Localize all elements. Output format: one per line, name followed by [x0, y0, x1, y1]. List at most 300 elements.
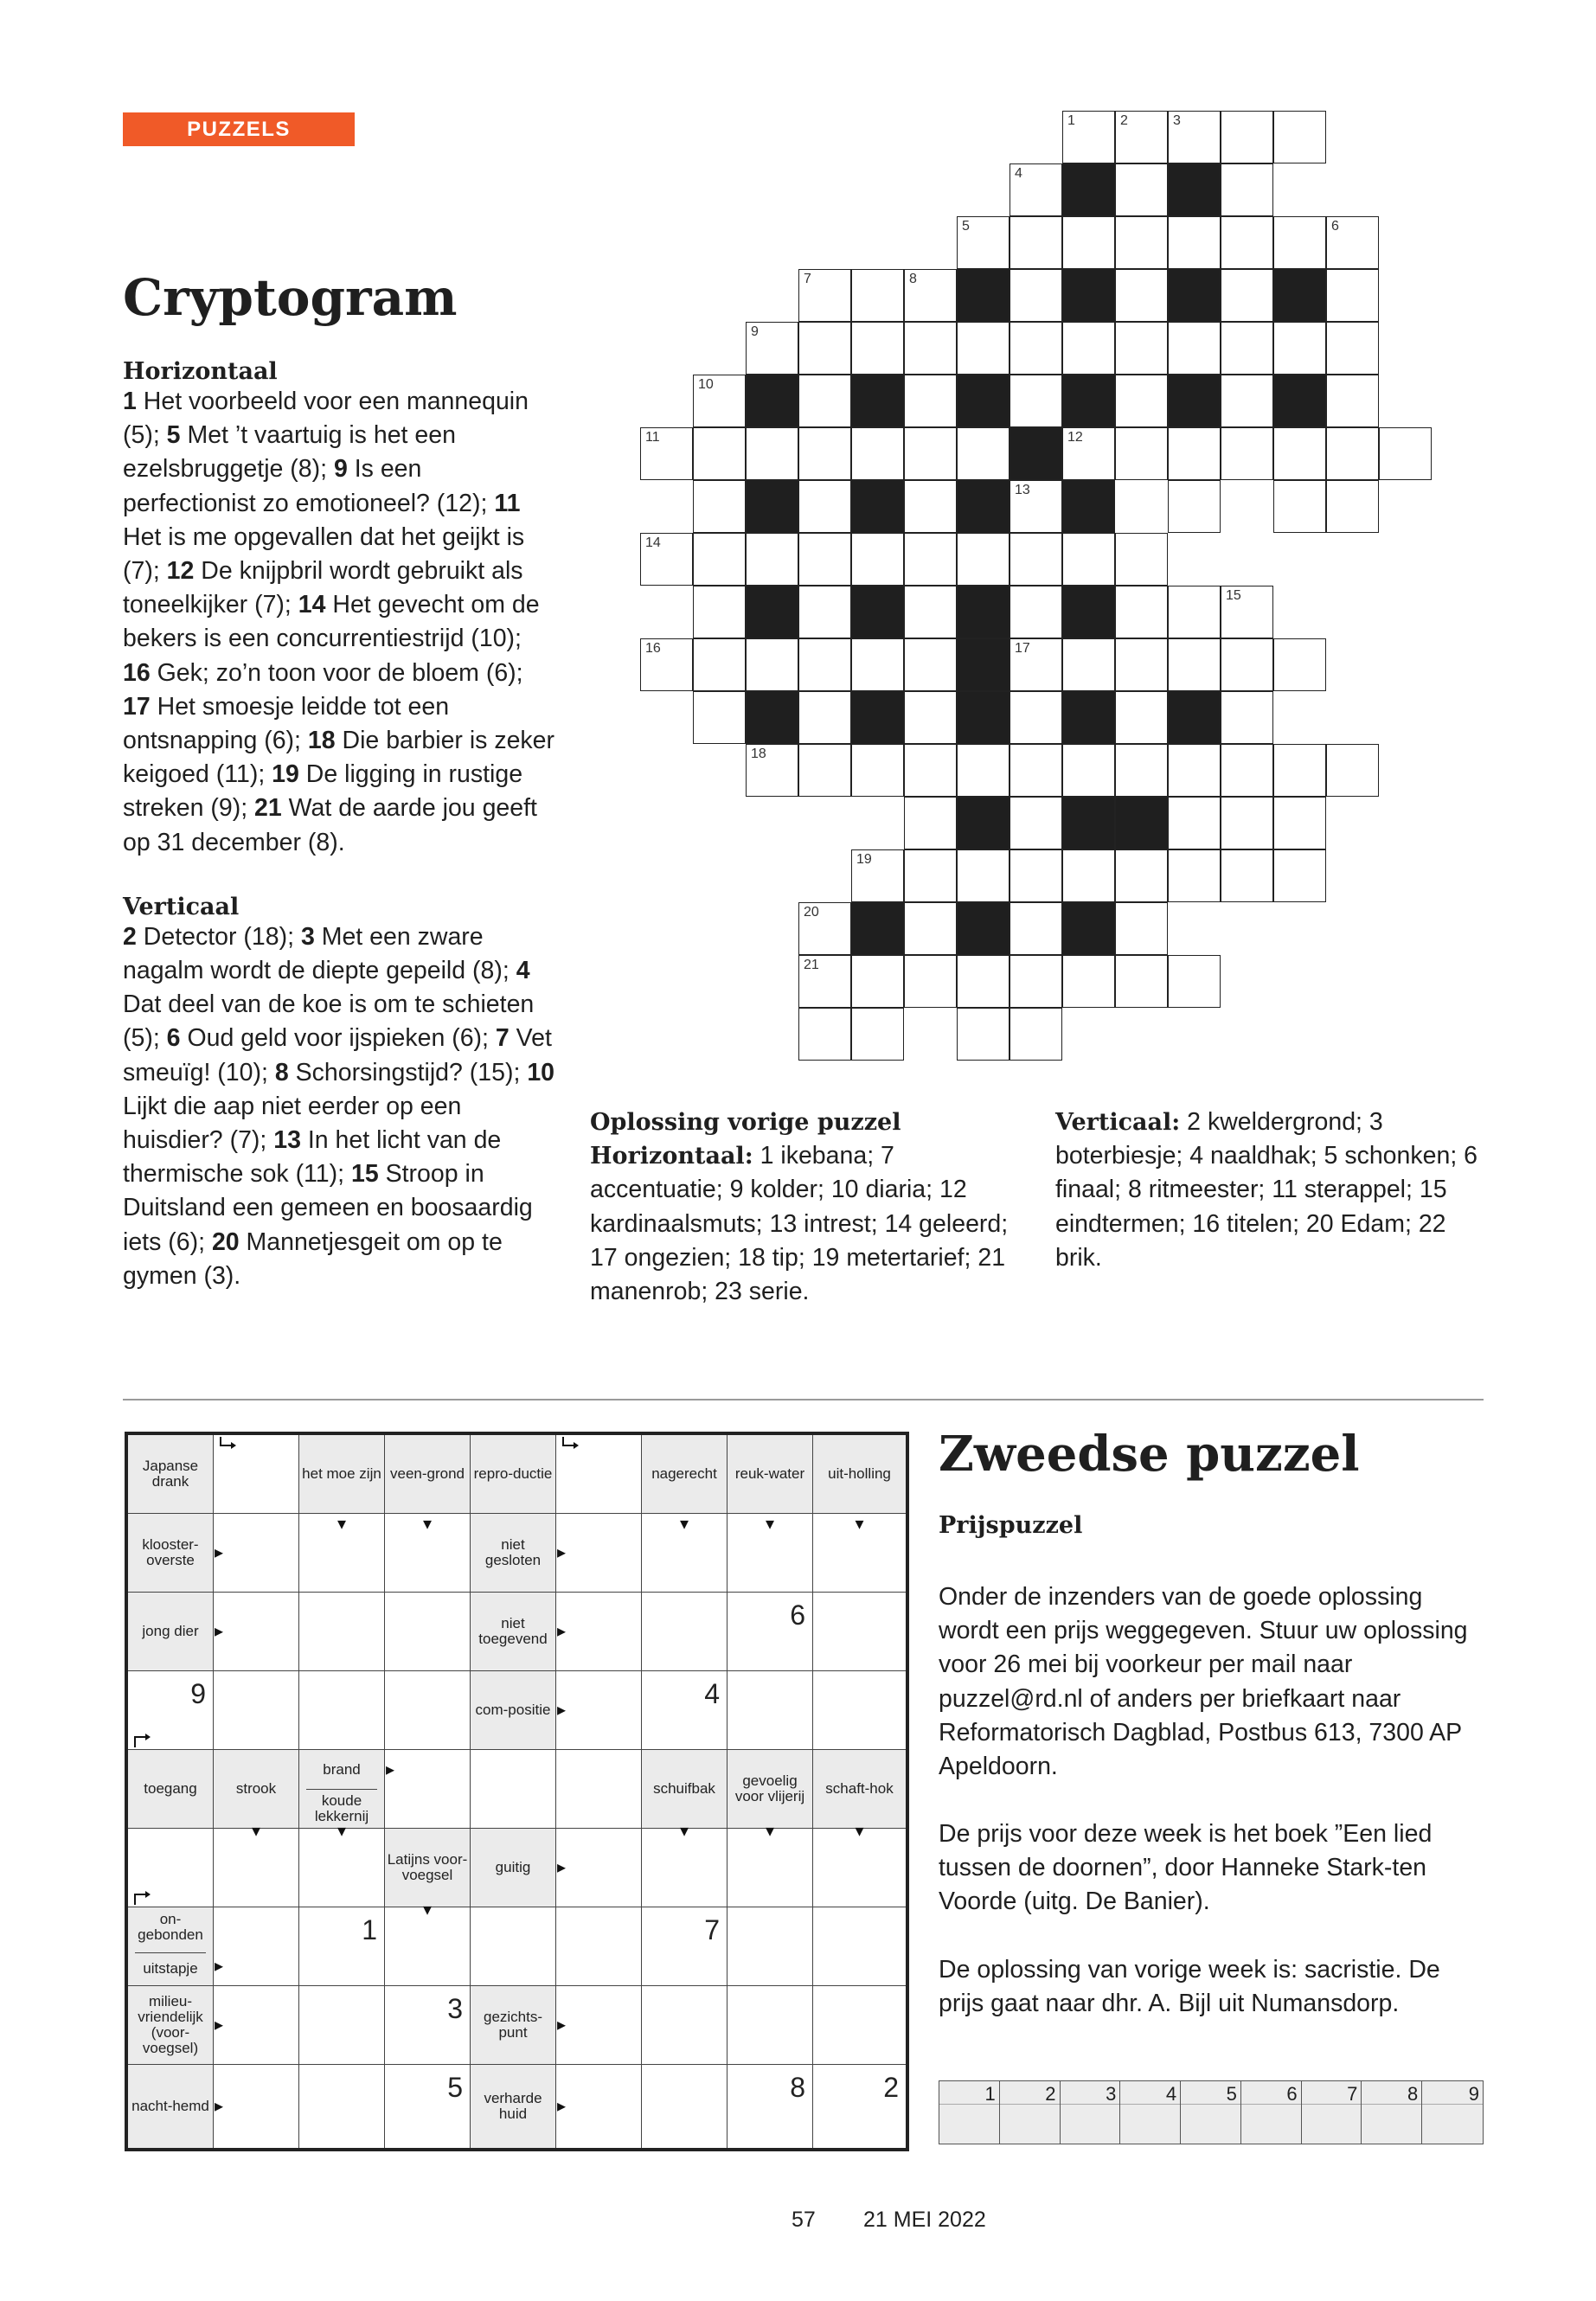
answer-cell[interactable]: [214, 1593, 299, 1671]
cryptogram-cell[interactable]: [1221, 691, 1273, 744]
answer-cell[interactable]: [385, 1514, 471, 1593]
cryptogram-cell[interactable]: [904, 691, 957, 744]
cryptogram-black-cell: [957, 586, 1010, 638]
cryptogram-cell-number: 9: [751, 324, 759, 339]
cryptogram-cell[interactable]: [904, 586, 957, 638]
arrow-down-icon: ▾: [855, 1822, 864, 1841]
cryptogram-black-cell: [1115, 797, 1168, 849]
answer-cell[interactable]: [556, 1514, 642, 1593]
solution-cell[interactable]: [1120, 2081, 1181, 2144]
cryptogram-black-cell: [957, 902, 1010, 955]
answer-cell[interactable]: [299, 1986, 385, 2065]
cryptogram-cell[interactable]: [1221, 849, 1273, 902]
cryptogram-cell[interactable]: [1115, 269, 1168, 322]
answer-cell[interactable]: [471, 1907, 556, 1986]
cryptogram-cell[interactable]: [798, 427, 851, 480]
arrow-down-icon: ▾: [422, 1515, 433, 1534]
cryptogram-black-cell: [851, 375, 904, 427]
cryptogram-cell[interactable]: [904, 427, 957, 480]
cell-number: 9: [190, 1678, 206, 1709]
cryptogram-cell[interactable]: [1326, 322, 1379, 375]
clue-nagerecht: nagerecht: [642, 1435, 727, 1514]
cryptogram-black-cell: [957, 269, 1010, 322]
horizontal-clue-number: 9: [333, 455, 348, 484]
horizontal-clue-text: Met ’t vaartuig is het een ezelsbruggetje (8);: [123, 421, 456, 484]
answer-cell-numbered[interactable]: [813, 2065, 906, 2148]
cryptogram-cell[interactable]: [1062, 638, 1115, 691]
cryptogram-cell[interactable]: [1062, 744, 1115, 797]
cryptogram-cell[interactable]: [798, 533, 851, 586]
cryptogram-cell[interactable]: [1115, 902, 1168, 955]
cryptogram-cell[interactable]: [1221, 111, 1273, 163]
cryptogram-black-cell: [1062, 691, 1115, 744]
horizontal-heading: Horizontaal: [123, 358, 278, 385]
horizontal-clue-number: 12: [166, 557, 195, 586]
cryptogram-cell[interactable]: [1115, 955, 1168, 1008]
clue-niet-gesloten: niet gesloten ▸: [471, 1514, 556, 1593]
cryptogram-cell[interactable]: [1221, 375, 1273, 427]
cryptogram-cell[interactable]: [1115, 533, 1168, 586]
horizontal-clue-number: 5: [166, 421, 181, 450]
answer-cell[interactable]: [556, 1907, 642, 1986]
cryptogram-cell[interactable]: [851, 1008, 904, 1061]
solution-cell[interactable]: [1000, 2081, 1061, 2144]
horizontal-clue-text: Het voorbeeld voor een mannequin (5);: [123, 388, 529, 450]
arrow-right-icon: ▸: [214, 1543, 223, 1562]
answer-cell-numbered[interactable]: [727, 1593, 813, 1671]
horizontal-clue-number: 16: [123, 658, 151, 687]
cryptogram-cell[interactable]: [1168, 216, 1221, 269]
answer-cell[interactable]: [214, 1986, 299, 2065]
arrow-down-icon: ▾: [679, 1822, 689, 1841]
cryptogram-cell[interactable]: [693, 586, 746, 638]
answer-cell[interactable]: [385, 1593, 471, 1671]
cryptogram-black-cell: [851, 586, 904, 638]
cryptogram-cell[interactable]: [1168, 638, 1221, 691]
answer-cell[interactable]: [299, 1671, 385, 1750]
answer-cell[interactable]: [556, 1435, 642, 1514]
cryptogram-black-cell: [1273, 375, 1326, 427]
cryptogram-cell[interactable]: [1010, 480, 1062, 533]
cryptogram-cell[interactable]: [1010, 955, 1062, 1008]
solution-cell[interactable]: [939, 2081, 1000, 2144]
zweedse-instructions: Onder de inzenders van de goede oplossing wordt een prijs weggegeven. Stuur uw oplossing voor 26 mei bij voorkeur per mail naar puzzel@rd.nl of anders per briefkaart naar Reformatorisch Dagblad, Postbus 613, 7300 AP Apeldoorn.: [939, 1583, 1468, 1781]
cryptogram-cell[interactable]: [1062, 849, 1115, 902]
vertical-clues: [123, 920, 555, 1293]
cryptogram-cell[interactable]: [904, 638, 957, 691]
cryptogram-cell[interactable]: [1326, 480, 1379, 533]
cryptogram-cell[interactable]: [1062, 111, 1115, 163]
cryptogram-black-cell: [1168, 269, 1221, 322]
cryptogram-cell[interactable]: [1326, 375, 1379, 427]
answer-cell[interactable]: [385, 1750, 471, 1829]
cryptogram-cell-number: 7: [804, 272, 811, 286]
answer-cell-numbered[interactable]: [727, 2065, 813, 2148]
cryptogram-cell[interactable]: [904, 744, 957, 797]
cryptogram-cell[interactable]: [693, 691, 746, 744]
answer-cell[interactable]: [556, 1593, 642, 1671]
answer-cell[interactable]: [556, 1671, 642, 1750]
answer-cell[interactable]: [299, 1514, 385, 1593]
cryptogram-cell[interactable]: [798, 322, 851, 375]
cell-number: 8: [790, 2072, 805, 2103]
answer-cell[interactable]: [556, 2065, 642, 2148]
cryptogram-cell[interactable]: [798, 1008, 851, 1061]
arrow-right-icon: ▸: [556, 2016, 566, 2035]
cryptogram-cell[interactable]: [1273, 322, 1326, 375]
answer-cell[interactable]: [727, 1514, 813, 1593]
cryptogram-cell[interactable]: [904, 322, 957, 375]
cryptogram-cell[interactable]: [1221, 797, 1273, 849]
answer-cell[interactable]: [642, 1514, 727, 1593]
horizontal-clue-number: 21: [254, 794, 282, 823]
cryptogram-cell[interactable]: [1010, 163, 1062, 216]
arrow-down-icon: ▾: [765, 1515, 775, 1534]
clue-uitholling: uit-holling: [813, 1435, 906, 1514]
cryptogram-black-cell: [957, 638, 1010, 691]
cryptogram-cell[interactable]: [1062, 427, 1115, 480]
cryptogram-cell-number: 21: [804, 958, 819, 972]
cryptogram-cell[interactable]: [1115, 427, 1168, 480]
arrow-down-icon: ▾: [337, 1515, 347, 1534]
cryptogram-black-cell: [1062, 586, 1115, 638]
cryptogram-cell[interactable]: [1168, 111, 1221, 163]
answer-cell-numbered[interactable]: [385, 2065, 471, 2148]
cryptogram-cell[interactable]: [798, 744, 851, 797]
cell-number: 4: [704, 1678, 720, 1709]
solution-cell[interactable]: [1362, 2081, 1422, 2144]
cryptogram-cell[interactable]: [1115, 744, 1168, 797]
cell-number: 2: [883, 2072, 899, 2103]
answer-cell[interactable]: [214, 2065, 299, 2148]
arrow-down-icon: ▾: [855, 1515, 864, 1534]
cryptogram-cell[interactable]: [1273, 797, 1326, 849]
cryptogram-cell[interactable]: [746, 638, 798, 691]
solution-cell[interactable]: [1302, 2081, 1362, 2144]
answer-cell[interactable]: [214, 1907, 299, 1986]
answer-cell[interactable]: [813, 1986, 906, 2065]
horizontal-clue-text: Gek; zo’n toon voor de bloem (6);: [150, 658, 523, 687]
cryptogram-cell[interactable]: [1010, 1008, 1062, 1061]
solution-cell-number: 8: [1407, 2083, 1419, 2105]
cryptogram-cell[interactable]: [1273, 111, 1326, 163]
cryptogram-cell[interactable]: [1062, 533, 1115, 586]
cryptogram-cell[interactable]: [1115, 216, 1168, 269]
cryptogram-cell[interactable]: [1115, 163, 1168, 216]
cryptogram-black-cell: [957, 375, 1010, 427]
zweedse-previous-winner: De oplossing van vorige week is: sacristie. De prijs gaat naar dhr. A. Bijl uit Numansdorp.: [939, 1956, 1440, 2018]
cryptogram-cell[interactable]: [1221, 269, 1273, 322]
solution-cell[interactable]: [1061, 2081, 1121, 2144]
cryptogram-cell[interactable]: [851, 533, 904, 586]
arrow-down-right-icon: [561, 1437, 580, 1456]
answer-cell[interactable]: [642, 1593, 727, 1671]
issue-date: 21 MEI 2022: [863, 2208, 986, 2232]
cryptogram-cell[interactable]: [1168, 427, 1221, 480]
answer-cell-numbered[interactable]: [299, 1907, 385, 1986]
cryptogram-cell[interactable]: [1115, 375, 1168, 427]
clue-veengrond: veen-grond: [385, 1435, 471, 1514]
cryptogram-cell[interactable]: [1273, 427, 1326, 480]
cryptogram-cell[interactable]: [1062, 322, 1115, 375]
cryptogram-cell[interactable]: [904, 480, 957, 533]
clue-schuifbak: schuifbak ▾: [642, 1750, 727, 1829]
vertical-clue-number: 7: [495, 1024, 510, 1053]
vertical-clue-text: Stroop in Duitsland een gemeen en boosaardig iets (6);: [123, 1160, 533, 1256]
cryptogram-cell[interactable]: [1273, 849, 1326, 902]
cryptogram-cell[interactable]: [798, 269, 851, 322]
cryptogram-cell[interactable]: [693, 638, 746, 691]
cryptogram-cell[interactable]: [851, 638, 904, 691]
cryptogram-black-cell: [957, 480, 1010, 533]
cryptogram-cell[interactable]: [1010, 269, 1062, 322]
arrow-up-right-icon: [133, 1886, 152, 1905]
solution-row: [939, 2080, 1484, 2144]
cryptogram-cell[interactable]: [1326, 744, 1379, 797]
cryptogram-cell[interactable]: [851, 322, 904, 375]
answer-cell[interactable]: [214, 1514, 299, 1593]
vertical-clue-number: 3: [300, 922, 315, 951]
answer-cell[interactable]: [727, 1907, 813, 1986]
clue-reproductie: repro-ductie: [471, 1435, 556, 1514]
cryptogram-cell-number: 12: [1067, 430, 1083, 445]
answer-cell-numbered[interactable]: [128, 1671, 214, 1750]
solution-cell[interactable]: [1241, 2081, 1302, 2144]
cryptogram-cell[interactable]: [1010, 902, 1062, 955]
clue-milieuvriendelijk: milieu-vriendelijk (voor-voegsel) ▸: [128, 1986, 214, 2065]
cryptogram-cell[interactable]: [904, 902, 957, 955]
answer-cell[interactable]: [214, 1435, 299, 1514]
vertical-clue-number: 2: [123, 922, 137, 951]
cryptogram-cell[interactable]: [957, 322, 1010, 375]
cryptogram-cell[interactable]: [1168, 586, 1221, 638]
cryptogram-cell[interactable]: [1168, 955, 1221, 1008]
cryptogram-cell[interactable]: [904, 375, 957, 427]
cryptogram-cell[interactable]: [1168, 322, 1221, 375]
horizontal-clue-number: 18: [307, 727, 336, 755]
answer-cell-numbered[interactable]: [642, 1907, 727, 1986]
cryptogram-cell[interactable]: [1168, 744, 1221, 797]
vertical-clue-text: Met een zware nagalm wordt de diepte gepeild (8);: [123, 922, 516, 985]
cryptogram-cell[interactable]: [798, 691, 851, 744]
cryptogram-cell[interactable]: [798, 375, 851, 427]
cryptogram-cell[interactable]: [904, 955, 957, 1008]
answer-cell[interactable]: [299, 1593, 385, 1671]
arrow-down-icon: ▾: [337, 1822, 347, 1841]
answer-cell[interactable]: [727, 1986, 813, 2065]
clue-latijns-voorvoegsel: Latijns voor-voegsel ▾: [385, 1829, 471, 1907]
cryptogram-cell[interactable]: [1273, 744, 1326, 797]
cryptogram-cell[interactable]: [957, 955, 1010, 1008]
cryptogram-cell-number: 3: [1173, 113, 1181, 128]
cryptogram-cell[interactable]: [851, 427, 904, 480]
clue-brand-koude-lekkernij: brand koude lekkernij ▸ ▾: [299, 1750, 385, 1829]
cryptogram-cell[interactable]: [1221, 638, 1273, 691]
horizontal-clue-text: De knijpbril wordt gebruikt als toneelkijker (7);: [123, 557, 523, 619]
cryptogram-cell[interactable]: [1010, 797, 1062, 849]
cryptogram-cell-number: 1: [1067, 113, 1075, 128]
cryptogram-black-cell: [746, 586, 798, 638]
cryptogram-cell[interactable]: [798, 902, 851, 955]
cryptogram-cell[interactable]: [1010, 533, 1062, 586]
cryptogram-cell[interactable]: [1326, 269, 1379, 322]
cell-number: 1: [362, 1914, 377, 1945]
cryptogram-cell[interactable]: [904, 533, 957, 586]
cryptogram-black-cell: [957, 797, 1010, 849]
cryptogram-cell[interactable]: [693, 427, 746, 480]
cryptogram-cell[interactable]: [851, 955, 904, 1008]
vertical-clue-number: 8: [274, 1058, 289, 1086]
solution-cell[interactable]: [1422, 2081, 1483, 2144]
cryptogram-cell[interactable]: [1273, 638, 1326, 691]
cryptogram-cell[interactable]: [957, 533, 1010, 586]
cryptogram-cell[interactable]: [1326, 216, 1379, 269]
arrow-right-icon: ▸: [556, 1543, 566, 1562]
vertical-clue-text: Vet smeuïg! (10);: [123, 1024, 552, 1086]
cryptogram-cell[interactable]: [1221, 163, 1273, 216]
answer-cell[interactable]: [556, 1750, 642, 1829]
cryptogram-cell[interactable]: [1010, 744, 1062, 797]
cryptogram-cell[interactable]: [1221, 427, 1273, 480]
cryptogram-cell[interactable]: [693, 480, 746, 533]
cryptogram-cell[interactable]: [1115, 849, 1168, 902]
cryptogram-cell[interactable]: [1115, 111, 1168, 163]
cryptogram-cell[interactable]: [957, 216, 1010, 269]
answer-cell[interactable]: [556, 1829, 642, 1907]
answer-cell[interactable]: [128, 1829, 214, 1907]
cryptogram-cell[interactable]: [904, 269, 957, 322]
cryptogram-cell[interactable]: [1010, 586, 1062, 638]
solution-cell-number: 1: [984, 2083, 996, 2105]
answer-cell-numbered[interactable]: [642, 1671, 727, 1750]
cryptogram-cell-number: 16: [645, 641, 661, 656]
answer-cell[interactable]: [813, 1593, 906, 1671]
answer-cell[interactable]: [556, 1986, 642, 2065]
vertical-clue-number: 4: [516, 957, 530, 985]
cryptogram-cell-number: 15: [1226, 588, 1241, 603]
answer-cell[interactable]: [813, 1907, 906, 1986]
answer-cell[interactable]: [642, 1986, 727, 2065]
answer-cell[interactable]: [214, 1671, 299, 1750]
cryptogram-cell[interactable]: [957, 744, 1010, 797]
cryptogram-cell[interactable]: [1168, 849, 1221, 902]
cryptogram-cell[interactable]: [851, 849, 904, 902]
cryptogram-cell[interactable]: [798, 586, 851, 638]
cryptogram-cell[interactable]: [1115, 322, 1168, 375]
cryptogram-cell[interactable]: [1010, 375, 1062, 427]
answer-cell[interactable]: [813, 1671, 906, 1750]
cryptogram-cell[interactable]: [851, 269, 904, 322]
cryptogram-cell[interactable]: [904, 849, 957, 902]
cryptogram-cell[interactable]: [1062, 216, 1115, 269]
cryptogram-cell[interactable]: [851, 744, 904, 797]
cryptogram-cell[interactable]: [640, 638, 693, 691]
cryptogram-cell-number: 14: [645, 535, 661, 550]
cryptogram-cell[interactable]: [1273, 216, 1326, 269]
clue-japanse-drank: Japanse drank: [128, 1435, 214, 1514]
cryptogram-cell[interactable]: [798, 638, 851, 691]
answer-cell[interactable]: [385, 1671, 471, 1750]
cryptogram-cell[interactable]: [640, 533, 693, 586]
clue-niet-toegevend: niet toegevend ▸: [471, 1593, 556, 1671]
horizontal-clue-number: 17: [123, 692, 151, 721]
cryptogram-cell[interactable]: [746, 427, 798, 480]
cryptogram-cell[interactable]: [1062, 955, 1115, 1008]
cryptogram-cell[interactable]: [1221, 216, 1273, 269]
cryptogram-cell[interactable]: [693, 533, 746, 586]
solution-cell-number: 3: [1106, 2083, 1117, 2105]
cryptogram-cell[interactable]: [1221, 744, 1273, 797]
cryptogram-cell[interactable]: [1115, 586, 1168, 638]
cryptogram-black-cell: [1062, 480, 1115, 533]
prev-horizontal-label: Horizontaal:: [590, 1143, 753, 1170]
cryptogram-cell[interactable]: [640, 427, 693, 480]
cryptogram-cell[interactable]: [1115, 638, 1168, 691]
cryptogram-black-cell: [746, 375, 798, 427]
cryptogram-cell-number: 17: [1015, 641, 1030, 656]
cryptogram-cell[interactable]: [1379, 427, 1432, 480]
answer-cell[interactable]: [299, 2065, 385, 2148]
solution-cell[interactable]: [1181, 2081, 1241, 2144]
cryptogram-cell-number: 18: [751, 747, 766, 761]
cryptogram-black-cell: [1168, 163, 1221, 216]
cryptogram-cell[interactable]: [1010, 638, 1062, 691]
horizontal-clue-text: Wat de aarde jou geeft op 31 december (8).: [123, 794, 537, 856]
cryptogram-cell-number: 4: [1015, 166, 1022, 181]
cryptogram-cell[interactable]: [957, 849, 1010, 902]
cryptogram-cell[interactable]: [1221, 586, 1273, 638]
vertical-clue-text: In het licht van de thermische sok (11);: [123, 1126, 502, 1189]
solution-cell-number: 7: [1347, 2083, 1358, 2105]
cryptogram-cell[interactable]: [1115, 691, 1168, 744]
cryptogram-black-cell: [1062, 375, 1115, 427]
arrow-right-icon: ▸: [556, 2097, 566, 2116]
cryptogram-cell[interactable]: [1010, 322, 1062, 375]
answer-cell[interactable]: [471, 1750, 556, 1829]
answer-cell[interactable]: [642, 2065, 727, 2148]
cryptogram-cell[interactable]: [798, 955, 851, 1008]
cryptogram-cell[interactable]: [1326, 427, 1379, 480]
cryptogram-cell[interactable]: [1010, 691, 1062, 744]
cryptogram-cell[interactable]: [798, 480, 851, 533]
cryptogram-cell[interactable]: [746, 533, 798, 586]
cryptogram-cell[interactable]: [1221, 322, 1273, 375]
cryptogram-cell[interactable]: [1273, 480, 1326, 533]
arrow-down-icon: ▾: [765, 1822, 775, 1841]
cryptogram-cell[interactable]: [1010, 849, 1062, 902]
cryptogram-cell[interactable]: [1168, 797, 1221, 849]
cryptogram-cell[interactable]: [693, 375, 746, 427]
cryptogram-cell[interactable]: [904, 797, 957, 849]
page-number: 57: [792, 2208, 816, 2232]
cryptogram-black-cell: [1062, 797, 1115, 849]
answer-cell[interactable]: [727, 1671, 813, 1750]
arrow-right-icon: ▸: [214, 1956, 223, 1976]
cryptogram-cell[interactable]: [746, 744, 798, 797]
answer-cell[interactable]: [813, 1514, 906, 1593]
cryptogram-cell[interactable]: [1010, 216, 1062, 269]
cryptogram-cell[interactable]: [746, 322, 798, 375]
cryptogram-cell[interactable]: [1168, 480, 1221, 533]
arrow-right-icon: ▸: [214, 2016, 223, 2035]
cryptogram-cell-number: 11: [645, 430, 660, 445]
cryptogram-cell[interactable]: [957, 427, 1010, 480]
solution-cell-number: 6: [1286, 2083, 1298, 2105]
arrow-down-right-icon: [219, 1437, 238, 1456]
cryptogram-cell[interactable]: [957, 1008, 1010, 1061]
answer-cell-numbered[interactable]: [385, 1986, 471, 2065]
cryptogram-clues: [123, 358, 555, 1293]
